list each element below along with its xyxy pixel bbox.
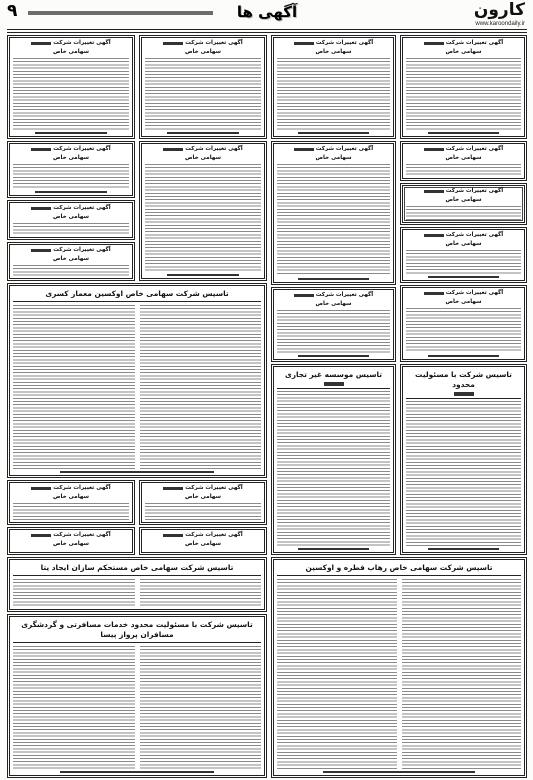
notice-signature [60, 771, 214, 774]
website-url: www.karoondaily.ir [475, 21, 525, 27]
company-registration-notice [7, 614, 267, 778]
notice-body-text [277, 310, 390, 353]
illegible-company-name [424, 42, 444, 46]
notice-title-text: آگهی تغییرات شرکت [185, 532, 243, 538]
notice-title [145, 40, 261, 56]
notice-title-suffix: سهامی خاص [184, 49, 222, 55]
notice-title-suffix: سهامی خاص [315, 301, 352, 307]
notice-body-text [277, 391, 390, 546]
notice-title [13, 247, 129, 263]
notice-body-text [13, 305, 261, 469]
notice-title [406, 40, 521, 56]
illegible-company-name [424, 234, 444, 238]
notice-title-suffix: سهامی خاص [52, 155, 90, 161]
legal-notice [7, 141, 135, 198]
notice-title [406, 188, 521, 204]
notice-body-text [406, 164, 521, 176]
notice-signature [35, 191, 107, 194]
text-column [277, 579, 397, 769]
notice-body-text [13, 579, 261, 607]
notice-title-text: آگهی تغییرات شرکت [185, 485, 243, 491]
notice-title-text: تاسیس شرکت سهامی خاص اوکسین معمار کسری [45, 289, 229, 298]
legal-notice [139, 527, 267, 555]
notice-title-text: آگهی تغییرات شرکت [185, 146, 243, 152]
notice-title [277, 369, 390, 389]
illegible-company-name [294, 42, 314, 46]
notice-title-suffix: سهامی خاص [445, 155, 482, 161]
notice-title-text: آگهی تغییرات شرکت [315, 146, 374, 152]
notice-title [277, 146, 390, 162]
illegible-company-name [294, 148, 314, 152]
legal-notice [139, 480, 267, 525]
legal-notice [271, 141, 396, 285]
notice-title-suffix: سهامی خاص [52, 541, 90, 547]
notice-title [13, 485, 129, 501]
notice-title [13, 619, 261, 643]
notice-title [406, 146, 521, 162]
notice-signature [298, 132, 368, 135]
illegible-company-name [424, 292, 444, 296]
illegible-company-name [294, 294, 314, 298]
notice-title [13, 40, 129, 56]
notice-title-text: تاسیس شرکت با مسئولیت محدود خدمات مسافرتی و گردشگری مسافران پرواز پیسا [21, 620, 253, 639]
illegible-company-name [31, 148, 51, 152]
notice-title-suffix: سهامی خاص [52, 256, 90, 262]
notice-signature [298, 548, 368, 551]
notice-title-text: آگهی تغییرات شرکت [185, 40, 243, 46]
notice-body-text [13, 164, 129, 189]
legal-notice [400, 35, 527, 139]
illegible-company-name [454, 392, 474, 396]
notice-title-text: آگهی تغییرات شرکت [53, 247, 111, 253]
text-column [13, 305, 135, 469]
notice-title [145, 485, 261, 501]
notice-title-suffix: سهامی خاص [52, 494, 90, 500]
notice-signature [60, 471, 214, 474]
notice-body-text [406, 58, 521, 130]
notice-title [406, 290, 521, 306]
illegible-company-name [31, 207, 51, 211]
text-column [13, 646, 135, 769]
notice-title-text: آگهی تغییرات شرکت [445, 188, 504, 194]
legal-notice [7, 480, 135, 525]
notice-title-text: آگهی تغییرات شرکت [53, 532, 111, 538]
legal-notice [7, 242, 135, 281]
notice-signature [167, 132, 239, 135]
illegible-company-name [163, 148, 183, 152]
illegible-company-name [324, 382, 344, 386]
illegible-company-name [163, 487, 183, 491]
illegible-company-name [163, 42, 183, 46]
notice-body-text [145, 58, 261, 130]
notice-title [13, 562, 261, 576]
legal-notice [400, 285, 527, 362]
newspaper-logo: کارون [473, 0, 525, 20]
notice-title-suffix: سهامی خاص [184, 155, 222, 161]
legal-notice [7, 35, 135, 139]
notice-signature [298, 278, 368, 281]
notice-title-text: تاسیس موسسه غیر تجاری [284, 370, 383, 379]
notice-title-suffix: سهامی خاص [315, 49, 352, 55]
legal-notice [271, 35, 396, 139]
legal-notice [7, 200, 135, 240]
notice-title-text: آگهی تغییرات شرکت [53, 205, 111, 211]
notice-signature [428, 355, 499, 358]
institute-registration-notice [271, 364, 396, 555]
notice-title [406, 232, 521, 248]
notice-title-text: تاسیس شرکت سهامی خاص مستحکم سازان ایجاد یتا [40, 563, 234, 572]
company-registration-notice [271, 557, 527, 778]
illegible-company-name [424, 190, 444, 194]
illegible-company-name [31, 42, 51, 46]
notice-body-text [406, 401, 521, 546]
notice-body-text [145, 164, 261, 272]
notice-body-text [277, 58, 390, 130]
notice-body-text [13, 223, 129, 235]
notice-title-suffix: سهامی خاص [445, 299, 482, 305]
notice-title-text: آگهی تغییرات شرکت [53, 40, 111, 46]
notice-body-text [13, 265, 129, 276]
notice-title-suffix: سهامی خاص [445, 49, 482, 55]
notice-title-text: تاسیس شرکت سهامی خاص رهاب قطره و اوکسین [305, 563, 493, 572]
notice-title-text: آگهی تغییرات شرکت [315, 40, 374, 46]
notice-title-suffix: سهامی خاص [445, 197, 482, 203]
legal-notice [139, 35, 267, 139]
notice-title [13, 205, 129, 221]
legal-notice [7, 527, 135, 555]
illegible-company-name [424, 148, 444, 152]
illegible-company-name [31, 487, 51, 491]
company-registration-notice [7, 283, 267, 478]
notice-body-text [406, 308, 521, 353]
notice-title-text: آگهی تغییرات شرکت [53, 146, 111, 152]
notice-title-suffix: سهامی خاص [445, 241, 482, 247]
notice-title [145, 146, 261, 162]
text-column [140, 305, 262, 469]
notice-body-text [406, 206, 521, 220]
notice-title-suffix: سهامی خاص [184, 541, 222, 547]
notice-title-suffix: سهامی خاص [184, 494, 222, 500]
notice-signature [298, 355, 368, 358]
notice-body-text [13, 58, 129, 130]
company-registration-notice [400, 364, 527, 555]
legal-notice [139, 141, 267, 281]
text-column [140, 646, 262, 769]
page-number: ۹ [7, 1, 18, 21]
illegible-company-name [31, 534, 51, 538]
notice-body-text [277, 579, 521, 769]
notice-title [13, 146, 129, 162]
notice-body-text [277, 164, 390, 276]
notice-signature [323, 771, 474, 774]
notice-title-text: آگهی تغییرات شرکت [445, 146, 504, 152]
notice-title [145, 532, 261, 548]
notice-title [13, 288, 261, 302]
section-logo: آگهی ها [236, 3, 298, 21]
notice-signature [428, 548, 499, 551]
notice-title-suffix: سهامی خاص [315, 155, 352, 161]
illegible-company-name [31, 249, 51, 253]
notice-title-text: آگهی تغییرات شرکت [445, 40, 504, 46]
notice-title-suffix: سهامی خاص [52, 49, 90, 55]
notice-body-text [13, 646, 261, 769]
notice-title-text: آگهی تغییرات شرکت [445, 232, 504, 238]
notice-title-text: آگهی تغییرات شرکت [445, 290, 504, 296]
notice-body-text [145, 503, 261, 520]
notice-signature [428, 132, 499, 135]
notice-title [13, 532, 129, 548]
notice-title-text: آگهی تغییرات شرکت [53, 485, 111, 491]
notice-signature [167, 274, 239, 277]
illegible-company-name [163, 534, 183, 538]
notice-title-text: تاسیس شرکت با مسئولیت محدود [415, 370, 512, 389]
text-column [13, 579, 135, 607]
company-registration-notice [7, 557, 267, 612]
notice-title [277, 292, 390, 308]
notice-title [406, 369, 521, 399]
issue-date-line [28, 11, 213, 15]
legal-notice [400, 141, 527, 181]
legal-notice [400, 227, 527, 283]
notice-title-suffix: سهامی خاص [52, 214, 90, 220]
header-rule [7, 29, 527, 33]
legal-notice [400, 183, 527, 225]
notice-signature [428, 276, 499, 279]
notice-title-text: آگهی تغییرات شرکت [315, 292, 374, 298]
notice-signature [35, 132, 107, 135]
text-column [140, 579, 262, 607]
notice-body-text [406, 250, 521, 274]
legal-notice [271, 287, 396, 362]
notice-title [277, 40, 390, 56]
notice-title [277, 562, 521, 576]
text-column [402, 579, 522, 769]
notice-body-text [13, 503, 129, 520]
